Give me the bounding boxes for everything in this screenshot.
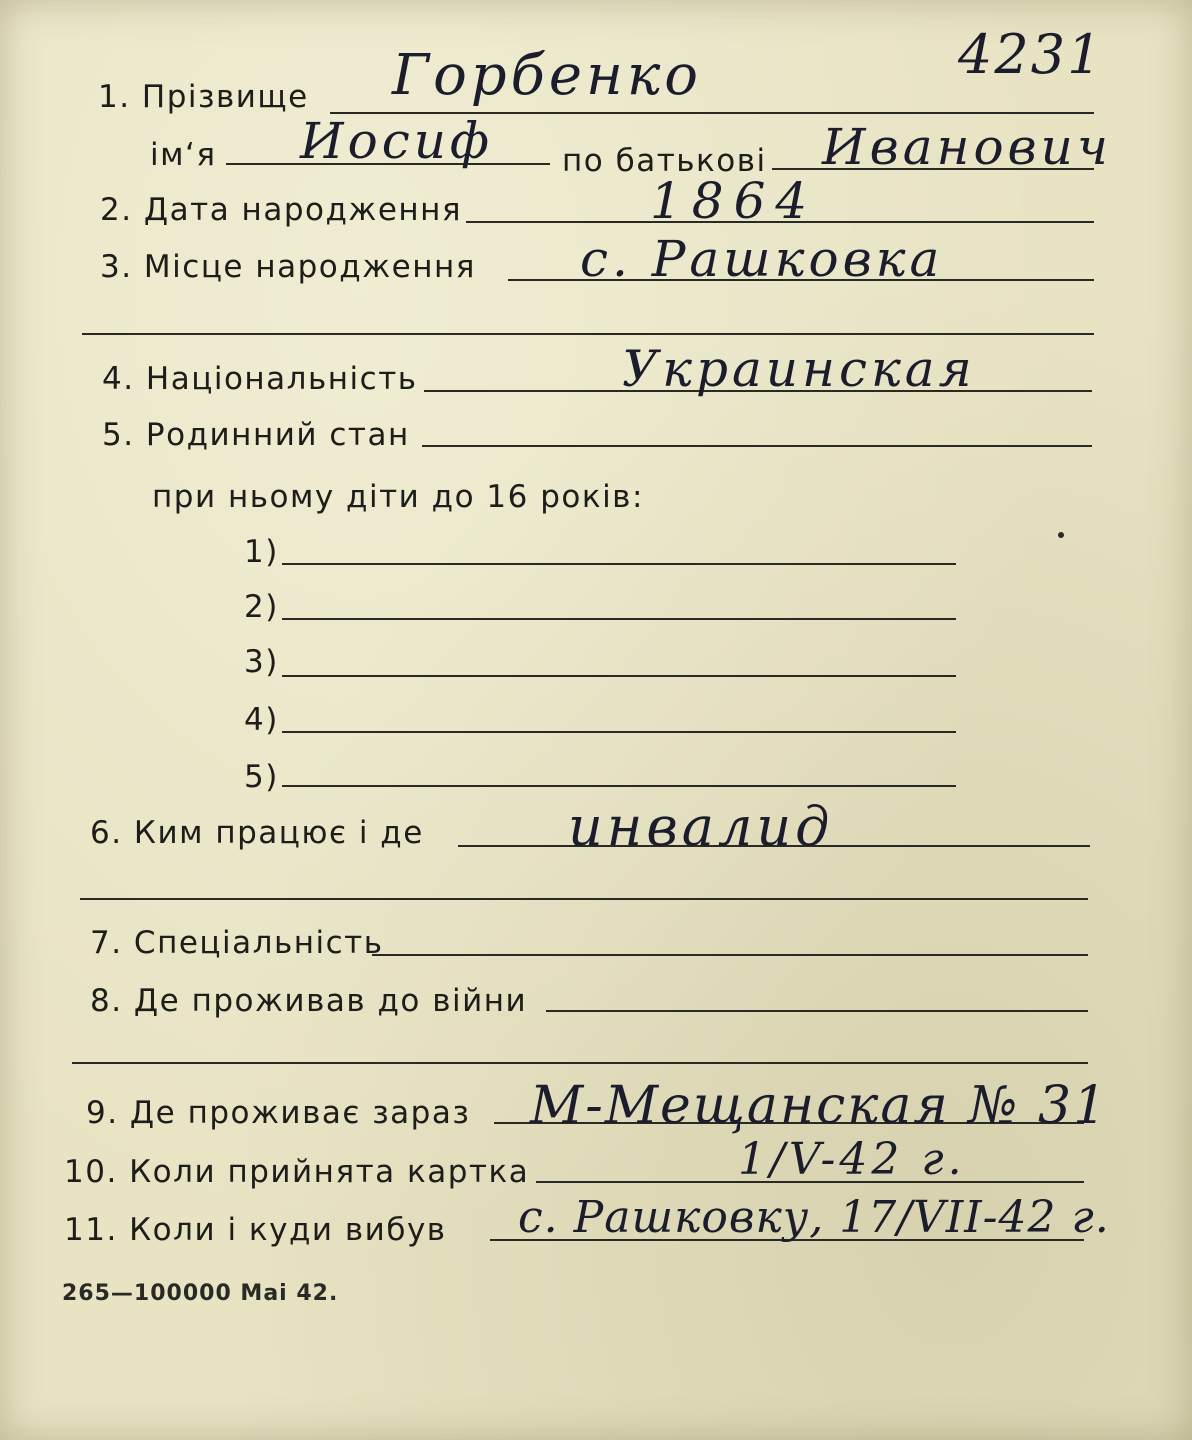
card-number: 4231 xyxy=(958,23,1104,86)
surname-label: 1. Прізвище xyxy=(98,79,309,115)
occupation-line-2 xyxy=(80,898,1088,900)
prewar-residence-line xyxy=(546,1010,1088,1012)
card-accepted-label: 10. Коли прийнята картка xyxy=(64,1154,530,1190)
child-line xyxy=(282,785,956,787)
patronymic-value[interactable]: Иванович xyxy=(822,118,1112,176)
family-status-label: 5. Родинний стан xyxy=(102,417,410,453)
birth-date-value[interactable]: 1864 xyxy=(650,172,818,230)
name-label: ім‘я xyxy=(150,137,217,173)
child-line xyxy=(282,675,956,677)
patronymic-label: по батькові xyxy=(562,143,767,179)
ink-dot xyxy=(1058,532,1064,538)
occupation-label: 6. Ким працює і де xyxy=(90,815,424,851)
departure-label: 11. Коли і куди вибув xyxy=(64,1212,447,1248)
child-line xyxy=(282,731,956,733)
child-number: 2) xyxy=(244,589,279,625)
birth-place-value[interactable]: с. Рашковка xyxy=(580,230,944,288)
birth-date-label: 2. Дата народження xyxy=(100,192,463,228)
departure-value[interactable]: с. Рашковку, 17/VII-42 г. xyxy=(518,1192,1110,1243)
occupation-value[interactable]: инвалид xyxy=(568,795,834,858)
current-residence-label: 9. Де проживає зараз xyxy=(86,1095,471,1131)
child-number: 4) xyxy=(244,702,279,738)
child-number: 3) xyxy=(244,644,279,680)
nationality-label: 4. Національність xyxy=(102,361,418,397)
print-mark: 265—100000 Mai 42. xyxy=(62,1281,339,1306)
prewar-residence-line-2 xyxy=(72,1062,1088,1064)
surname-value[interactable]: Горбенко xyxy=(392,43,703,108)
specialty-line xyxy=(372,954,1088,956)
child-number: 5) xyxy=(244,759,279,795)
family-status-line xyxy=(422,445,1092,447)
current-residence-value[interactable]: М-Мещанская № 31 xyxy=(530,1076,1109,1136)
child-number: 1) xyxy=(244,534,279,570)
birth-place-line-2 xyxy=(82,333,1094,335)
card-accepted-value[interactable]: 1/V-42 г. xyxy=(738,1134,966,1185)
children-header: при ньому діти до 16 років: xyxy=(152,479,644,515)
child-line xyxy=(282,563,956,565)
child-line xyxy=(282,618,956,620)
birth-place-label: 3. Місце народжeння xyxy=(100,249,476,285)
name-value[interactable]: Иосиф xyxy=(300,112,494,170)
prewar-residence-label: 8. Де проживав до війни xyxy=(90,983,528,1019)
nationality-value[interactable]: Украинская xyxy=(622,340,976,398)
specialty-label: 7. Спеціальність xyxy=(90,925,384,961)
